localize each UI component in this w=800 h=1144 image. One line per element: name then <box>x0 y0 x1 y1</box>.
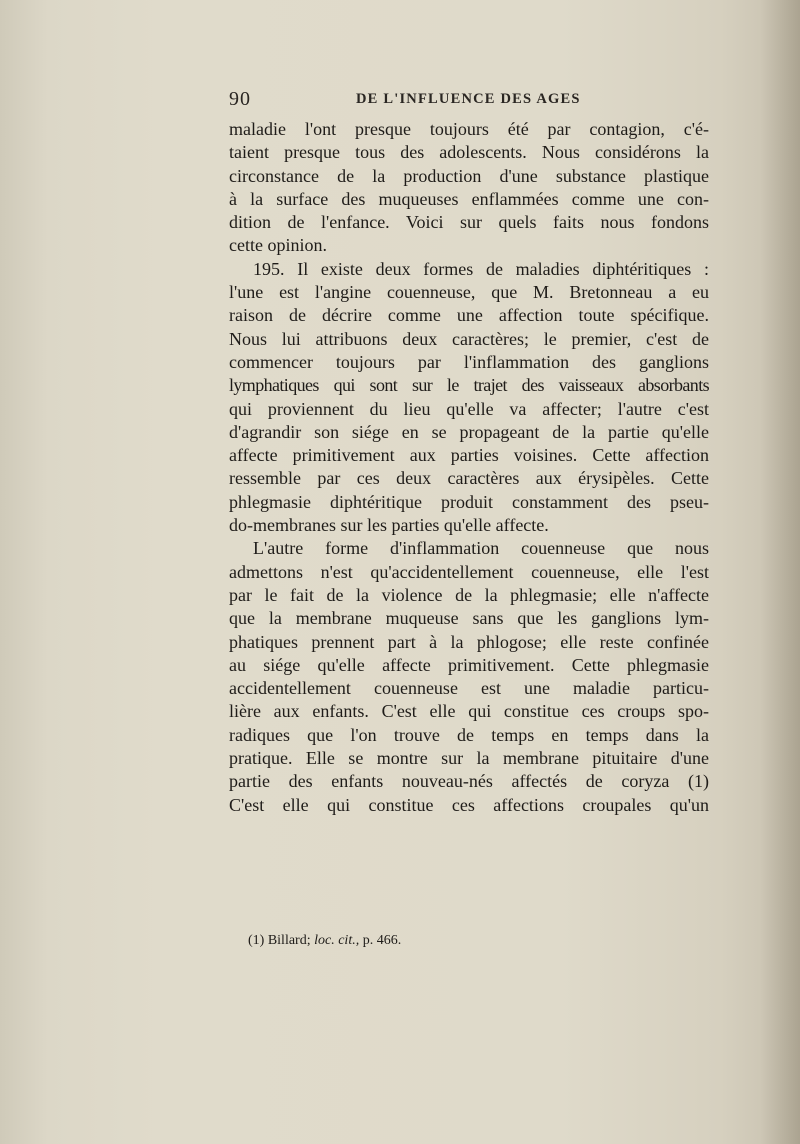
page-gutter-shadow <box>760 0 800 1144</box>
footnote-marker: (1) <box>248 933 265 948</box>
text-line: phatiques prennent part à la phlogose; elle reste confinée <box>229 631 709 652</box>
text-line: lymphatiques qui sont sur le trajet des vaisseaux absorbants <box>229 375 709 396</box>
text-line: l'une est l'angine couenneuse, que M. Bretonneau a eu <box>229 282 709 303</box>
footnote-author: Billard; <box>267 933 311 948</box>
running-title: DE L'INFLUENCE DES AGES <box>356 91 581 107</box>
footnote <box>248 933 401 949</box>
text-line: taient presque tous des adolescents. Nous considérons la <box>229 142 709 163</box>
text-line: à la surface des muqueuses enflammées comme une con- <box>229 188 709 209</box>
text-line: cette opinion. <box>229 235 327 256</box>
text-line: maladie l'ont presque toujours été par contagion, c'é- <box>229 119 709 139</box>
text-line: raison de décrire comme une affection toute spécifique. <box>229 305 709 326</box>
footnote-page: p. 466. <box>362 933 402 948</box>
page-header <box>229 88 709 110</box>
text-line: par le fait de la violence de la phlegmasie; elle n'affecte <box>229 584 709 605</box>
text-line: pratique. Elle se montre sur la membrane pituitaire d'une <box>229 748 709 769</box>
text-line: phlegmasie diphtéritique produit constamment des pseu- <box>229 491 709 512</box>
text-line: L'autre forme d'inflammation couenneuse que nous <box>253 538 709 559</box>
text-line: ressemble par ces deux caractères aux érysipèles. Cette <box>229 468 709 489</box>
text-line: d'agrandir son siége en se propageant de la partie qu'elle <box>229 421 709 442</box>
text-line: C'est elle qui constitue ces affections croupales qu'un <box>229 794 709 815</box>
text-line: do-membranes sur les parties qu'elle affecte. <box>229 515 549 536</box>
text-line: lière aux enfants. C'est elle qui constitue ces croups spo- <box>229 701 709 722</box>
text-line: circonstance de la production d'une substance plastique <box>229 165 709 186</box>
page-number: 90 <box>229 88 251 110</box>
text-line: qui proviennent du lieu qu'elle va affecter; l'autre c'est <box>229 398 709 419</box>
footnote-reference: loc. cit., <box>314 933 360 948</box>
text-line: au siége qu'elle affecte primitivement. Cette phlegmasie <box>229 654 709 675</box>
text-line: affecte primitivement aux parties voisines. Cette affection <box>229 445 709 466</box>
text-line: commencer toujours par l'inflammation des ganglions <box>229 351 709 372</box>
text-line: Nous lui attribuons deux caractères; le premier, c'est de <box>229 328 709 349</box>
text-line: 195. Il existe deux formes de maladies diphtéritiques : <box>253 258 709 279</box>
text-line: que la membrane muqueuse sans que les ganglions lym- <box>229 608 709 629</box>
body-text <box>229 118 709 817</box>
text-line: radiques que l'on trouve de temps en temps dans la <box>229 724 709 745</box>
text-line: admettons n'est qu'accidentellement couenneuse, elle l'est <box>229 561 709 582</box>
text-line: partie des enfants nouveau-nés affectés de coryza (1) <box>229 771 709 792</box>
text-line: dition de l'enfance. Voici sur quels faits nous fondons <box>229 212 709 233</box>
text-line: accidentellement couenneuse est une maladie particu- <box>229 678 709 699</box>
